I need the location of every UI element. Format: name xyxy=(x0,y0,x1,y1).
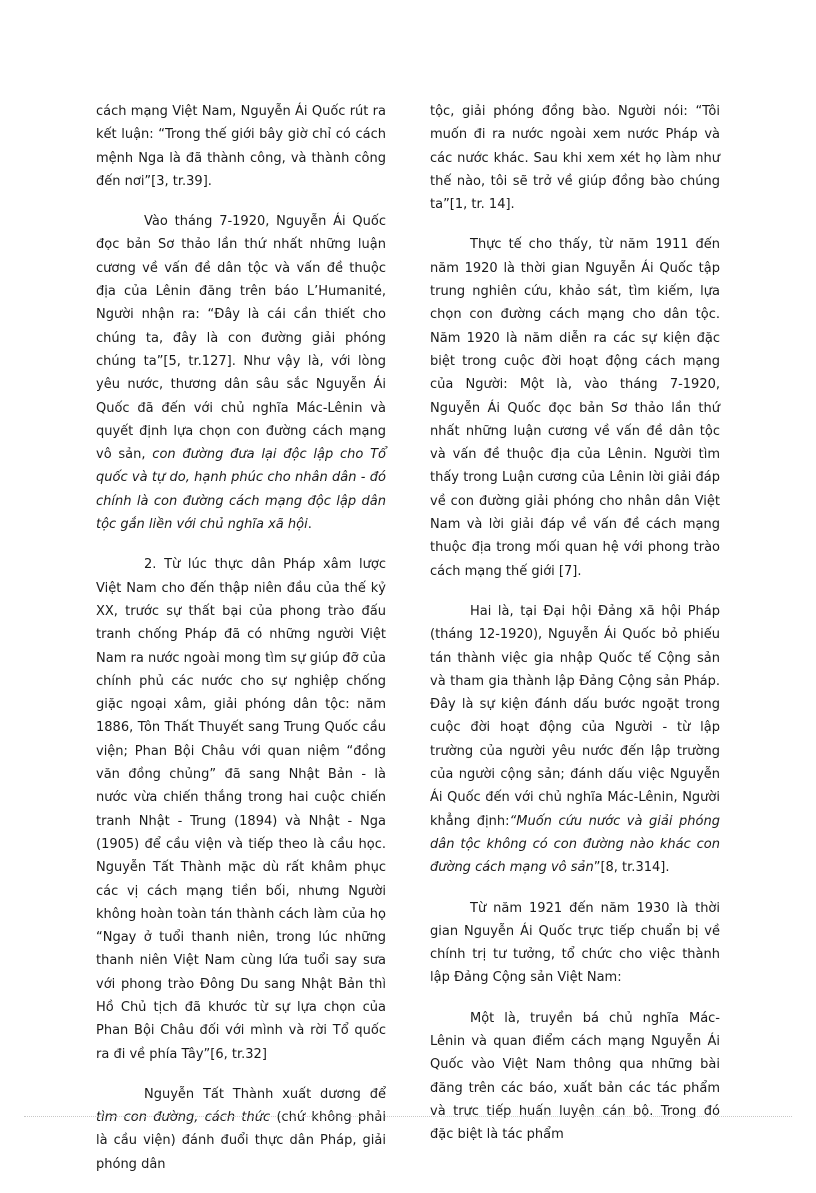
paragraph xyxy=(96,100,386,193)
paragraph-text: Nguyễn Tất Thành xuất dương để xyxy=(144,1086,386,1102)
paragraph xyxy=(430,233,720,582)
paragraph-text: Vào tháng 7-1920, Nguyễn Ái Quốc đọc bản Sơ thảo lần thứ nhất những luận cương về vấn đề dân tộc và vấn đề thuộc địa của Lênin đăng trên báo L’Humanité, Người nhận ra: “Đây là cái cần thiết cho chúng ta, đây là con đường giải phóng chúng ta”[5, tr.127]. Như vậy là, với lòng yêu nước, thương dân sâu sắc Nguyễn Ái Quốc đã đến với chủ nghĩa Mác-Lênin và quyết định lựa chọn con đường cách mạng vô sản, xyxy=(96,214,386,463)
paragraph xyxy=(430,600,720,880)
right-column xyxy=(430,100,720,1163)
paragraph-text: cách mạng Việt Nam, Nguyễn Ái Quốc rút ra kết luận: “Trong thế giới bây giờ chỉ có cách mệnh Nga là đã thành công, và thành công đến nơi”[3, tr.39]. xyxy=(96,104,386,189)
paragraph xyxy=(96,210,386,536)
paragraph-text: tộc, giải phóng đồng bào. Người nói: “Tôi muốn đi ra nước ngoài xem nước Pháp và các nước khác. Sau khi xem xét họ làm như thế nào, tôi sẽ trở về giúp đồng bào chúng ta”[1, tr. 14]. xyxy=(430,104,720,213)
paragraph-tail-text: . xyxy=(307,517,312,533)
paragraph-text: Một là, truyền bá chủ nghĩa Mác- Lênin và quan điểm cách mạng Nguyễn Ái Quốc vào Việt Nam thông qua những bài đăng trên các báo, xuất bản các tác phẩm và trực tiếp huấn luyện cán bộ. Trong đó đặc biệt là tác phẩm xyxy=(430,1010,720,1143)
paragraph-text: 2. Từ lúc thực dân Pháp xâm lược Việt Nam cho đến thập niên đầu của thế kỷ XX, trước sự thất bại của phong trào đấu tranh chống Pháp đã có những người Việt Nam ra nước ngoài mong tìm sự giúp đỡ của chính phủ các nước cho sự nghiệp chống giặc ngoại xâm, giải phóng dân tộc: năm 1886, Tôn Thất Thuyết sang Trung Quốc cầu viện; Phan Bội Châu với quan niệm “đồng văn đồng chủng” đã sang Nhật Bản - là nước vừa chiến thắng trong hai cuộc chiến tranh Nhật - Trung (1894) và Nhật - Nga (1905) để cầu viện và tiếp theo là cầu học. Nguyễn Tất Thành mặc dù rất khâm phục các vị cách mạng tiền bối, nhưng Người không hoàn toàn tán thành cách làm của họ “Ngay ở tuổi thanh niên, trong lúc những thanh niên Việt Nam cùng lứa tuổi say sưa với phong trào Đông Du sang Nhật Bản thì Hồ Chủ tịch đã khước từ sự lựa chọn của Phan Bội Châu đối với mình và rời Tổ quốc ra đi về phía Tây”[6, tr.32] xyxy=(96,557,386,1062)
paragraph-text: Hai là, tại Đại hội Đảng xã hội Pháp (tháng 12-1920), Nguyễn Ái Quốc bỏ phiếu tán thành việc gia nhập Quốc tế Cộng sản và tham gia thành lập Đảng Cộng sản Pháp. Đây là sự kiện đánh dấu bước ngoặt trong cuộc đời hoạt động của Người - từ lập trường của người yêu nước đến lập trường của người cộng sản; đánh dấu việc Nguyễn Ái Quốc đến với chủ nghĩa Mác-Lênin, Người khẳng định: xyxy=(430,603,720,829)
paragraph xyxy=(96,1083,386,1176)
paragraph xyxy=(430,1007,720,1147)
paragraph-italic-text: con đường đưa lại độc lập cho Tổ quốc và tự do, hạnh phúc cho nhân dân - đó chính là con đường cách mạng độc lập dân tộc gắn liền với chủ nghĩa xã hội xyxy=(96,447,386,533)
paragraph-tail-text: ”[8, tr.314]. xyxy=(593,860,670,876)
paragraph xyxy=(96,553,386,1066)
paragraph-italic-text: tìm con đường, cách thức xyxy=(96,1110,271,1126)
paragraph-text: Thực tế cho thấy, từ năm 1911 đến năm 1920 là thời gian Nguyễn Ái Quốc tập trung nghiên cứu, khảo sát, tìm kiếm, lựa chọn con đường cách mạng cho dân tộc. Năm 1920 là năm diễn ra các sự kiện đặc biệt trong cuộc đời hoạt động cách mạng của Người: Một là, vào tháng 7-1920, Nguyễn Ái Quốc đọc bản Sơ thảo lần thứ nhất những luận cương về vấn đề dân tộc và vấn đề thuộc địa của Lênin. Người tìm thấy trong Luận cương của Lênin lời giải đáp về con đường giải phóng cho nhân dân Việt Nam và lời giải đáp về vấn đề cách mạng thuộc địa trong mối quan hệ với phong trào cách mạng thế giới [7]. xyxy=(430,237,720,579)
paragraph-italic-text: “Muốn cứu nước và giải phóng dân tộc không có con đường nào khác con đường cách mạng vô sản xyxy=(430,813,720,876)
paragraph-tail-text: (chứ không phải là cầu viện) đánh đuổi thực dân Pháp, giải phóng dân xyxy=(96,1110,386,1172)
paragraph xyxy=(430,897,720,990)
paragraph-text: Từ năm 1921 đến năm 1930 là thời gian Nguyễn Ái Quốc trực tiếp chuẩn bị về chính trị tư tưởng, tổ chức cho việc thành lập Đảng Cộng sản Việt Nam: xyxy=(430,900,720,986)
left-column xyxy=(96,100,386,1193)
paragraph xyxy=(430,100,720,216)
page-bottom-divider xyxy=(24,1116,792,1117)
